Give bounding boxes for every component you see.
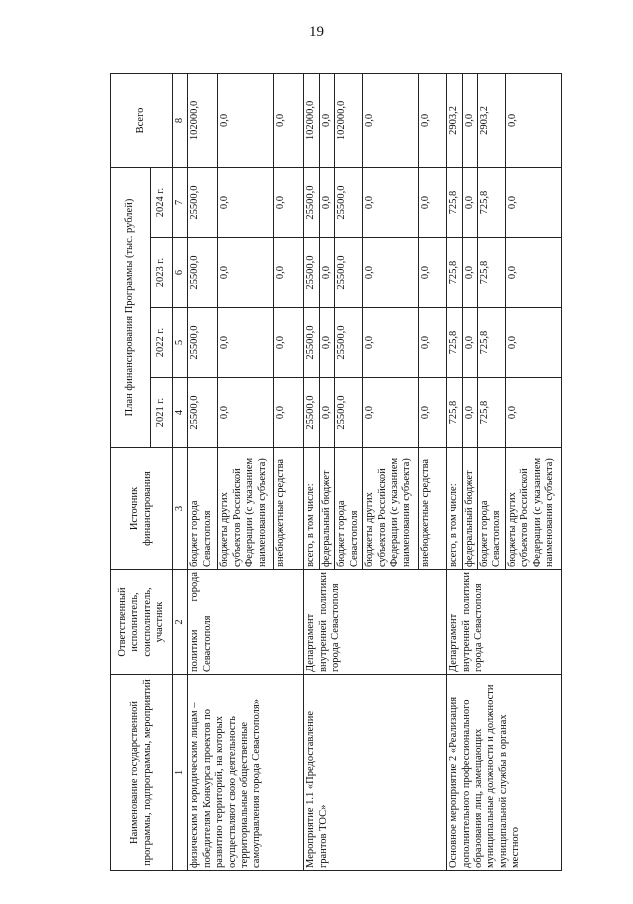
- source-cell: внебюджетные средства: [274, 448, 304, 570]
- column-number: 8: [173, 73, 188, 167]
- value-cell: 725,8: [477, 238, 505, 308]
- value-cell: 0,0: [218, 238, 274, 308]
- executor-cell: [447, 570, 562, 675]
- source-cell: всего, в том числе:: [447, 448, 462, 570]
- value-cell: 0,0: [419, 308, 447, 378]
- header-name: Наименование государственной программы, подпрограммы, мероприятий: [111, 675, 173, 871]
- value-cell: 25500,0: [304, 308, 319, 378]
- value-cell: 25500,0: [188, 167, 218, 237]
- executor-cell: [188, 570, 304, 675]
- value-cell: 0,0: [419, 378, 447, 448]
- total-cell: 0,0: [319, 73, 334, 167]
- value-cell: 25500,0: [188, 308, 218, 378]
- value-cell: 725,8: [447, 378, 462, 448]
- executor-name: Департамент внутренней политики города Севастополя: [305, 572, 342, 672]
- total-cell: 0,0: [363, 73, 419, 167]
- value-cell: 25500,0: [304, 167, 319, 237]
- total-cell: 0,0: [274, 73, 304, 167]
- value-cell: 0,0: [274, 238, 304, 308]
- value-cell: 0,0: [363, 238, 419, 308]
- total-cell: 2903,2: [477, 73, 505, 167]
- value-cell: 0,0: [218, 308, 274, 378]
- header-executor: Ответственный исполнитель, соисполнитель, участник: [111, 570, 173, 675]
- page-number: 19: [309, 24, 324, 40]
- value-cell: 0,0: [462, 378, 477, 448]
- header-year-2024: 2024 г.: [151, 167, 173, 237]
- column-number: 5: [173, 308, 188, 378]
- source-cell: бюджет города Севастополя: [188, 448, 218, 570]
- measure-name-cell: [447, 675, 562, 871]
- rotated-table-area: [110, 74, 555, 871]
- executor-name: политики города Севастополя: [189, 572, 213, 672]
- value-cell: 0,0: [218, 378, 274, 448]
- value-cell: 0,0: [363, 378, 419, 448]
- value-cell: 0,0: [419, 238, 447, 308]
- value-cell: 0,0: [274, 378, 304, 448]
- value-cell: 0,0: [319, 167, 334, 237]
- source-cell: бюджеты других субъектов Российской Федерации (с указанием наименования субъекта): [218, 448, 274, 570]
- value-cell: 25500,0: [335, 308, 363, 378]
- value-cell: 25500,0: [304, 378, 319, 448]
- column-number: 3: [173, 448, 188, 570]
- value-cell: 25500,0: [188, 378, 218, 448]
- value-cell: 0,0: [505, 238, 561, 308]
- executor-name: Департамент внутренней политики города Севастополя: [448, 572, 484, 672]
- executor-cell: [304, 570, 447, 675]
- value-cell: 0,0: [505, 167, 561, 237]
- measure-name: физическим и юридическим лицам – победителям Конкурса проектов по развитию территорий, на которых осуществляют свою деятельность территориальные общественные самоуправления города Севастополя»: [189, 699, 263, 868]
- column-number: 1: [173, 675, 188, 871]
- header-year-2021: 2021 г.: [151, 378, 173, 448]
- column-number: 2: [173, 570, 188, 675]
- total-cell: 2903,2: [447, 73, 462, 167]
- value-cell: 0,0: [419, 167, 447, 237]
- value-cell: 0,0: [505, 378, 561, 448]
- measure-name-cell: [304, 675, 447, 871]
- header-year-2023: 2023 г.: [151, 238, 173, 308]
- value-cell: 25500,0: [188, 238, 218, 308]
- value-cell: 0,0: [274, 308, 304, 378]
- value-cell: 0,0: [462, 238, 477, 308]
- total-cell: 0,0: [218, 73, 274, 167]
- source-cell: бюджеты других субъектов Российской Федерации (с указанием наименования субъекта): [505, 448, 561, 570]
- value-cell: 0,0: [319, 378, 334, 448]
- header-source: Источник финансирования: [111, 448, 173, 570]
- total-cell: 0,0: [419, 73, 447, 167]
- header-total: Всего: [111, 73, 173, 167]
- value-cell: 0,0: [319, 308, 334, 378]
- value-cell: 725,8: [447, 167, 462, 237]
- source-cell: федеральный бюджет: [462, 448, 477, 570]
- column-number: 7: [173, 167, 188, 237]
- total-cell: 102000,0: [188, 73, 218, 167]
- source-cell: внебюджетные средства: [419, 448, 447, 570]
- source-cell: бюджет города Севастополя: [477, 448, 505, 570]
- value-cell: 0,0: [462, 308, 477, 378]
- value-cell: 725,8: [477, 308, 505, 378]
- value-cell: 0,0: [505, 308, 561, 378]
- value-cell: 725,8: [447, 308, 462, 378]
- value-cell: 0,0: [319, 238, 334, 308]
- value-cell: 725,8: [447, 238, 462, 308]
- value-cell: 0,0: [218, 167, 274, 237]
- total-cell: 102000,0: [304, 73, 319, 167]
- total-cell: 0,0: [462, 73, 477, 167]
- value-cell: 25500,0: [304, 238, 319, 308]
- value-cell: 0,0: [462, 167, 477, 237]
- value-cell: 25500,0: [335, 238, 363, 308]
- value-cell: 0,0: [363, 167, 419, 237]
- value-cell: 725,8: [477, 167, 505, 237]
- measure-name: Мероприятие 1.1 «Предоставление грантов ТОС»: [305, 710, 329, 868]
- column-number: 6: [173, 238, 188, 308]
- total-cell: 102000,0: [335, 73, 363, 167]
- financing-plan-table: [110, 73, 562, 871]
- total-cell: 0,0: [505, 73, 561, 167]
- measure-name-cell: [188, 675, 304, 871]
- value-cell: 725,8: [477, 378, 505, 448]
- value-cell: 25500,0: [335, 167, 363, 237]
- source-cell: бюджет города Севастополя: [335, 448, 363, 570]
- header-year-2022: 2022 г.: [151, 308, 173, 378]
- source-cell: всего, в том числе:: [304, 448, 319, 570]
- value-cell: 0,0: [363, 308, 419, 378]
- source-cell: бюджеты других субъектов Российской Федерации (с указанием наименования субъекта): [363, 448, 419, 570]
- rotated-table-frame: [110, 74, 555, 871]
- column-number: 4: [173, 378, 188, 448]
- source-cell: федеральный бюджет: [319, 448, 334, 570]
- header-plan-group: План финансирования Программы (тыс. рублей): [111, 167, 151, 447]
- measure-name: Основное мероприятие 2 «Реализация дополнительного профессионального образования лиц, замещающих муниципальные должности и должности муниципальной службы в органах местного: [448, 684, 521, 868]
- value-cell: 25500,0: [335, 378, 363, 448]
- value-cell: 0,0: [274, 167, 304, 237]
